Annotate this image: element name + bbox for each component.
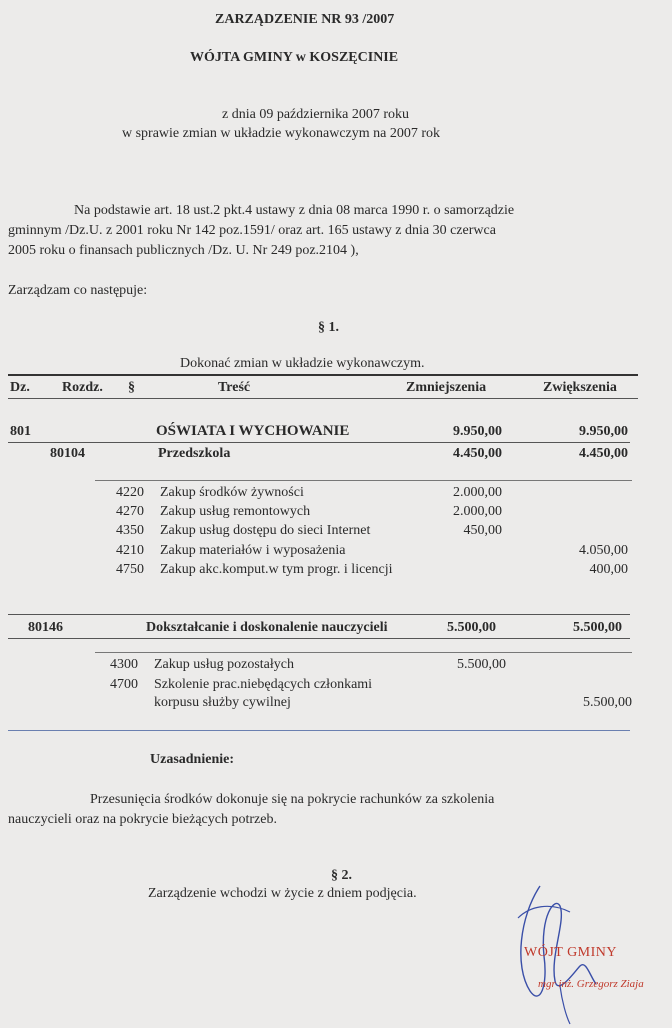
dzial-decrease: 9.950,00 [453,424,502,439]
preamble-line-2: gminnym /Dz.U. z 2001 roku Nr 142 poz.1591/ oraz art. 165 ustawy z dnia 30 czerwca [8,223,496,238]
dzial-code: 801 [10,424,31,439]
header-dz: Dz. [10,380,30,395]
header-rule [8,398,638,399]
document-subtitle: WÓJTA GMINY w KOSZĘCINIE [190,50,399,65]
chapter-2-name: Dokształcanie i doskonalenie nauczycieli [146,620,388,635]
subject-line: w sprawie zmian w układzie wykonawczym na 2007 rok [122,126,441,141]
chapter-1-increase: 4.450,00 [579,446,628,461]
row-decrease: 450,00 [463,523,502,538]
row-text: Zakup środków żywności [160,485,304,500]
section-2-text: Zarządzenie wchodzi w życie z dniem podjęcia. [148,886,417,901]
row-text: Zakup usług remontowych [160,504,311,519]
section-2-heading: § 2. [331,868,352,883]
row-paragraph: 4270 [116,504,144,519]
row-paragraph: 4210 [116,543,144,558]
chapter-2-rule [8,638,630,639]
dzial-name: OŚWIATA I WYCHOWANIE [156,423,350,439]
chapter-1-code: 80104 [50,446,85,461]
row-text-continued: korpusu służby cywilnej [154,695,291,710]
header-tresc: Treść [218,380,251,395]
header-zwiekszenia: Zwiększenia [543,380,617,395]
row-decrease: 2.000,00 [453,504,502,519]
row-text: Zakup usług pozostałych [154,657,294,672]
table-top-rule [8,374,638,376]
date-line: z dnia 09 października 2007 roku [222,107,409,122]
row-paragraph: 4700 [110,677,138,692]
dzial-rule [8,442,630,443]
justification-line-1: Przesunięcia środków dokonuje się na pokrycie rachunków za szkolenia [90,792,495,807]
row-increase: 4.050,00 [579,543,628,558]
justification-line-2: nauczycieli oraz na pokrycie bieżących potrzeb. [8,812,277,827]
chapter-2-top-rule [8,614,630,615]
justification-heading: Uzasadnienie: [150,752,234,767]
chapter-2-decrease: 5.500,00 [447,620,496,635]
row-text: Zakup akc.komput.w tym progr. i licencji [160,562,393,577]
document-title: ZARZĄDZENIE NR 93 /2007 [215,12,395,27]
stamp-title: WÓJT GMINY [524,945,618,960]
chapter-2-code: 80146 [28,620,63,635]
chapter-1-decrease: 4.450,00 [453,446,502,461]
row-text: Zakup usług dostępu do sieci Internet [160,523,371,538]
header-rozdz: Rozdz. [62,380,103,395]
row-increase: 400,00 [589,562,628,577]
row-decrease: 5.500,00 [457,657,506,672]
decree-line: Zarządzam co następuje: [8,283,148,298]
stamp-name: mgr inż. Grzegorz Ziaja [538,978,644,990]
row-text: Szkolenie prac.niebędących członkami [154,677,373,692]
chapter-1-rule [95,480,632,481]
row-text: Zakup materiałów i wyposażenia [160,543,346,558]
header-zmniejszenia: Zmniejszenia [406,380,487,395]
row-decrease: 2.000,00 [453,485,502,500]
row-paragraph: 4300 [110,657,138,672]
preamble-line-3: 2005 roku o finansach publicznych /Dz. U. Nr 249 poz.2104 ), [8,243,359,258]
header-paragraph: § [128,380,135,395]
chapter-1-name: Przedszkola [158,446,231,461]
row-paragraph: 4750 [116,562,144,577]
chapter-2-sub-rule [95,652,632,653]
section-1-heading: § 1. [318,320,339,335]
table-bottom-rule [8,730,630,731]
row-increase: 5.500,00 [583,695,632,710]
row-paragraph: 4220 [116,485,144,500]
preamble-line-1: Na podstawie art. 18 ust.2 pkt.4 ustawy z dnia 08 marca 1990 r. o samorządzie [74,203,515,218]
section-1-intro: Dokonać zmian w układzie wykonawczym. [180,356,425,371]
dzial-increase: 9.950,00 [579,424,628,439]
chapter-2-increase: 5.500,00 [573,620,622,635]
row-paragraph: 4350 [116,523,144,538]
